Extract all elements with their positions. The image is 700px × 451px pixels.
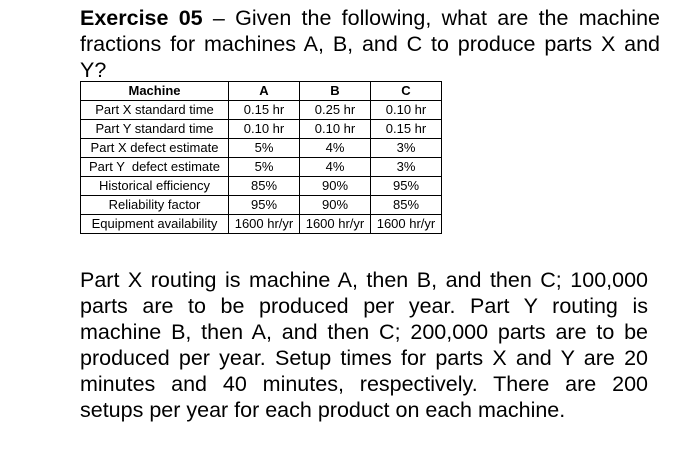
table-cell: 4% <box>300 139 371 158</box>
table-cell: 5% <box>229 158 300 177</box>
table-cell: 1600 hr/yr <box>371 215 442 234</box>
table-cell: 1600 hr/yr <box>300 215 371 234</box>
table-row <box>81 158 442 177</box>
table-cell: 3% <box>371 158 442 177</box>
exercise-label: Exercise 05 <box>80 6 203 30</box>
table-row <box>81 139 442 158</box>
table-cell: 95% <box>371 177 442 196</box>
table-cell: 4% <box>300 158 371 177</box>
table-row <box>81 101 442 120</box>
row-label: Part Y standard time <box>81 120 229 139</box>
table-cell: 0.10 hr <box>229 120 300 139</box>
table-cell: 0.15 hr <box>371 120 442 139</box>
table-cell: 85% <box>371 196 442 215</box>
header-a: A <box>229 82 300 101</box>
table-row <box>81 177 442 196</box>
table-cell: 90% <box>300 196 371 215</box>
table-cell: 90% <box>300 177 371 196</box>
table-cell: 3% <box>371 139 442 158</box>
row-label: Part Y defect estimate <box>81 158 229 177</box>
table-row <box>81 215 442 234</box>
row-label: Part X defect estimate <box>81 139 229 158</box>
table-cell: 0.15 hr <box>229 101 300 120</box>
table-cell: 95% <box>229 196 300 215</box>
exercise-question: – Given the following, what are the machine fractions for machines A, B, and C to produce parts X and Y? <box>80 6 660 82</box>
table-cell: 1600 hr/yr <box>229 215 300 234</box>
table-cell: 0.25 hr <box>300 101 371 120</box>
row-label: Part X standard time <box>81 101 229 120</box>
table-row <box>81 120 442 139</box>
header-machine: Machine <box>81 82 229 101</box>
row-label: Equipment availability <box>81 215 229 234</box>
table-cell: 5% <box>229 139 300 158</box>
header-c: C <box>371 82 442 101</box>
table-cell: 0.10 hr <box>371 101 442 120</box>
exercise-heading <box>80 5 660 83</box>
row-label: Reliability factor <box>81 196 229 215</box>
machine-data-table <box>80 81 442 234</box>
table-header-row <box>81 82 442 101</box>
header-b: B <box>300 82 371 101</box>
problem-description: Part X routing is machine A, then B, and then C; 100,000 parts are to be produced per year. Part Y routing is machine B, then A, and then C; 200,000 parts are to be produced per year. Setup times for parts X and Y are 20 minutes and 40 minutes, respectively. There are 200 setups per year for each product on each machine. <box>80 268 648 422</box>
table-row <box>81 196 442 215</box>
table-cell: 85% <box>229 177 300 196</box>
row-label: Historical efficiency <box>81 177 229 196</box>
table-cell: 0.10 hr <box>300 120 371 139</box>
